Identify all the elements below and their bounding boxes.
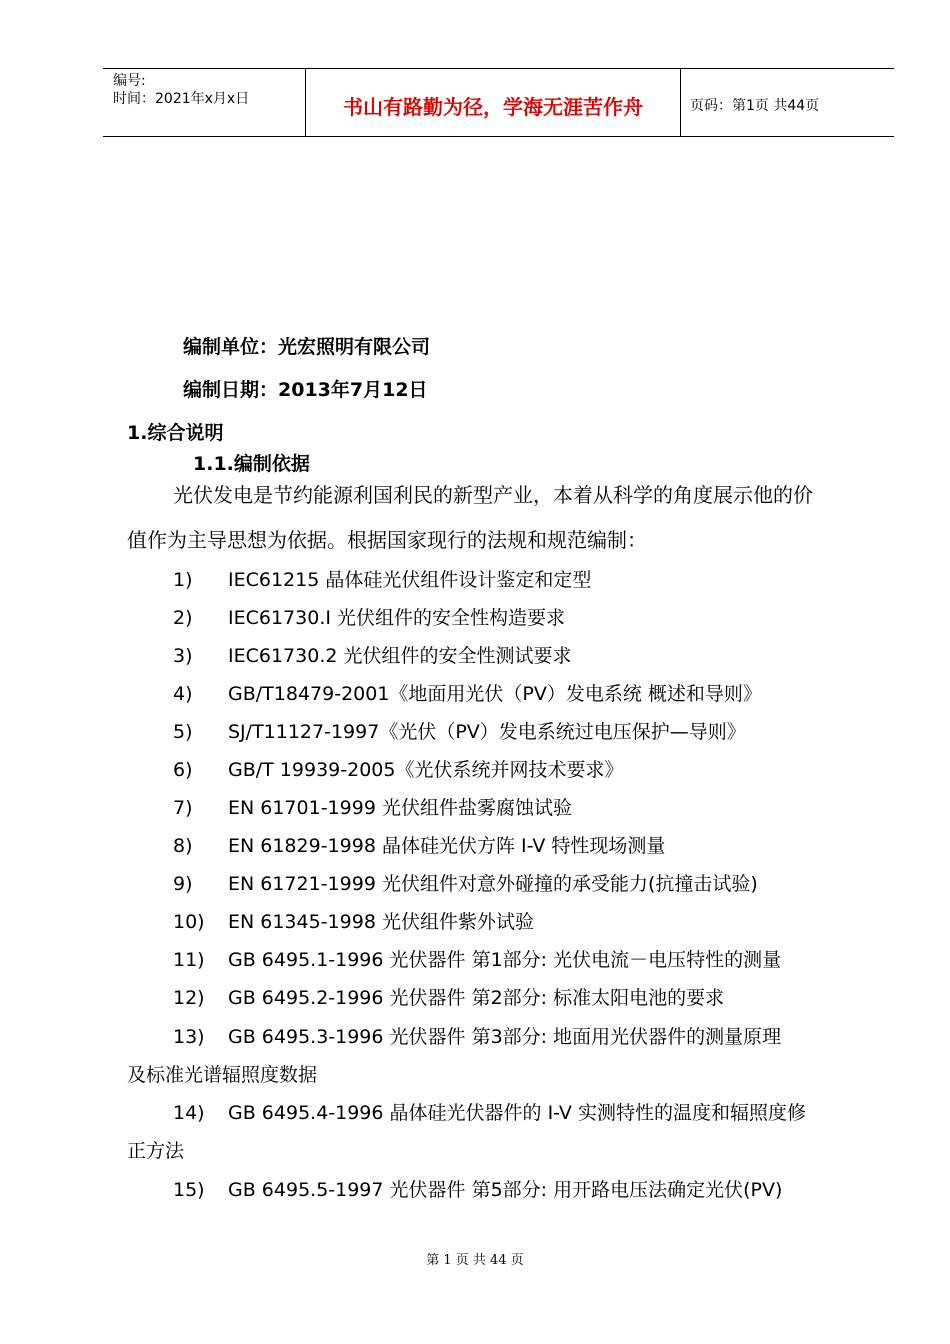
item-text: IEC61730.Ⅰ 光伏组件的安全性构造要求 [228,607,566,629]
subsection-title: 1.1.编制依据 [193,453,310,475]
item-continuation: 正方法 [127,1140,185,1162]
intro-line-2: 值作为主导思想为依据。根据国家现行的法规和规范编制： [127,528,647,552]
item-number: 4) [173,683,193,705]
item-text: GB/T 19939-2005《光伏系统并网技术要求》 [228,759,624,781]
page-footer: 第 1 页 共 44 页 [426,1253,524,1268]
item-text: GB 6495.4-1996 晶体硅光伏器件的 I-V 实测特性的温度和辐照度修 [228,1102,806,1124]
item-text: EN 61829-1998 晶体硅光伏方阵 I-V 特性现场测量 [228,835,666,857]
intro-line-1: 光伏发电是节约能源利国利民的新型产业，本着从科学的角度展示他的价 [173,483,813,507]
compiling-date: 编制日期：2013年7月12日 [183,379,428,401]
item-number: 12) [173,987,205,1009]
item-text: EN 61345-1998 光伏组件紫外试验 [228,911,534,933]
header-motto-cell [305,69,681,136]
item-text: GB/T18479-2001《地面用光伏（PV）发电系统 概述和导则》 [228,683,762,705]
item-text: GB 6495.3-1996 光伏器件 第3部分: 地面用光伏器件的测量原理 [228,1026,782,1048]
motto-text: 书山有路勤为径，学海无涯苦作舟 [343,95,643,119]
header-meta-cell [103,69,305,136]
item-number: 5) [173,721,193,743]
item-text: GB 6495.5-1997 光伏器件 第5部分: 用开路电压法确定光伏(PV) [228,1179,783,1201]
item-text: GB 6495.1-1996 光伏器件 第1部分: 光伏电流－电压特性的测量 [228,949,782,971]
item-number: 11) [173,949,205,971]
item-text: EN 61721-1999 光伏组件对意外碰撞的承受能力(抗撞击试验) [228,873,758,895]
compiling-unit: 编制单位：光宏照明有限公司 [183,336,431,358]
item-number: 13) [173,1026,205,1048]
item-number: 15) [173,1179,205,1201]
item-continuation: 及标准光谱辐照度数据 [127,1064,318,1086]
header-page-cell [680,69,894,136]
item-number: 10) [173,911,205,933]
item-number: 7) [173,797,193,819]
item-text: SJ/T11127-1997《光伏（PV）发电系统过电压保护—导则》 [228,721,746,743]
item-number: 8) [173,835,193,857]
item-text: EN 61701-1999 光伏组件盐雾腐蚀试验 [228,797,572,819]
time-label: 时间：2021年x月x日 [113,91,250,107]
document-header [103,68,894,137]
section-title: 1.综合说明 [127,422,224,444]
page-code: 页码：第1页 共44页 [690,98,820,114]
item-number: 9) [173,873,193,895]
item-number: 1) [173,569,193,591]
item-number: 2) [173,607,193,629]
item-text: IEC61730.2 光伏组件的安全性测试要求 [228,645,572,667]
item-number: 6) [173,759,193,781]
item-number: 14) [173,1102,205,1124]
item-text: IEC61215 晶体硅光伏组件设计鉴定和定型 [228,569,592,591]
number-label: 编号: [113,73,146,89]
item-number: 3) [173,645,193,667]
item-text: GB 6495.2-1996 光伏器件 第2部分: 标准太阳电池的要求 [228,987,725,1009]
